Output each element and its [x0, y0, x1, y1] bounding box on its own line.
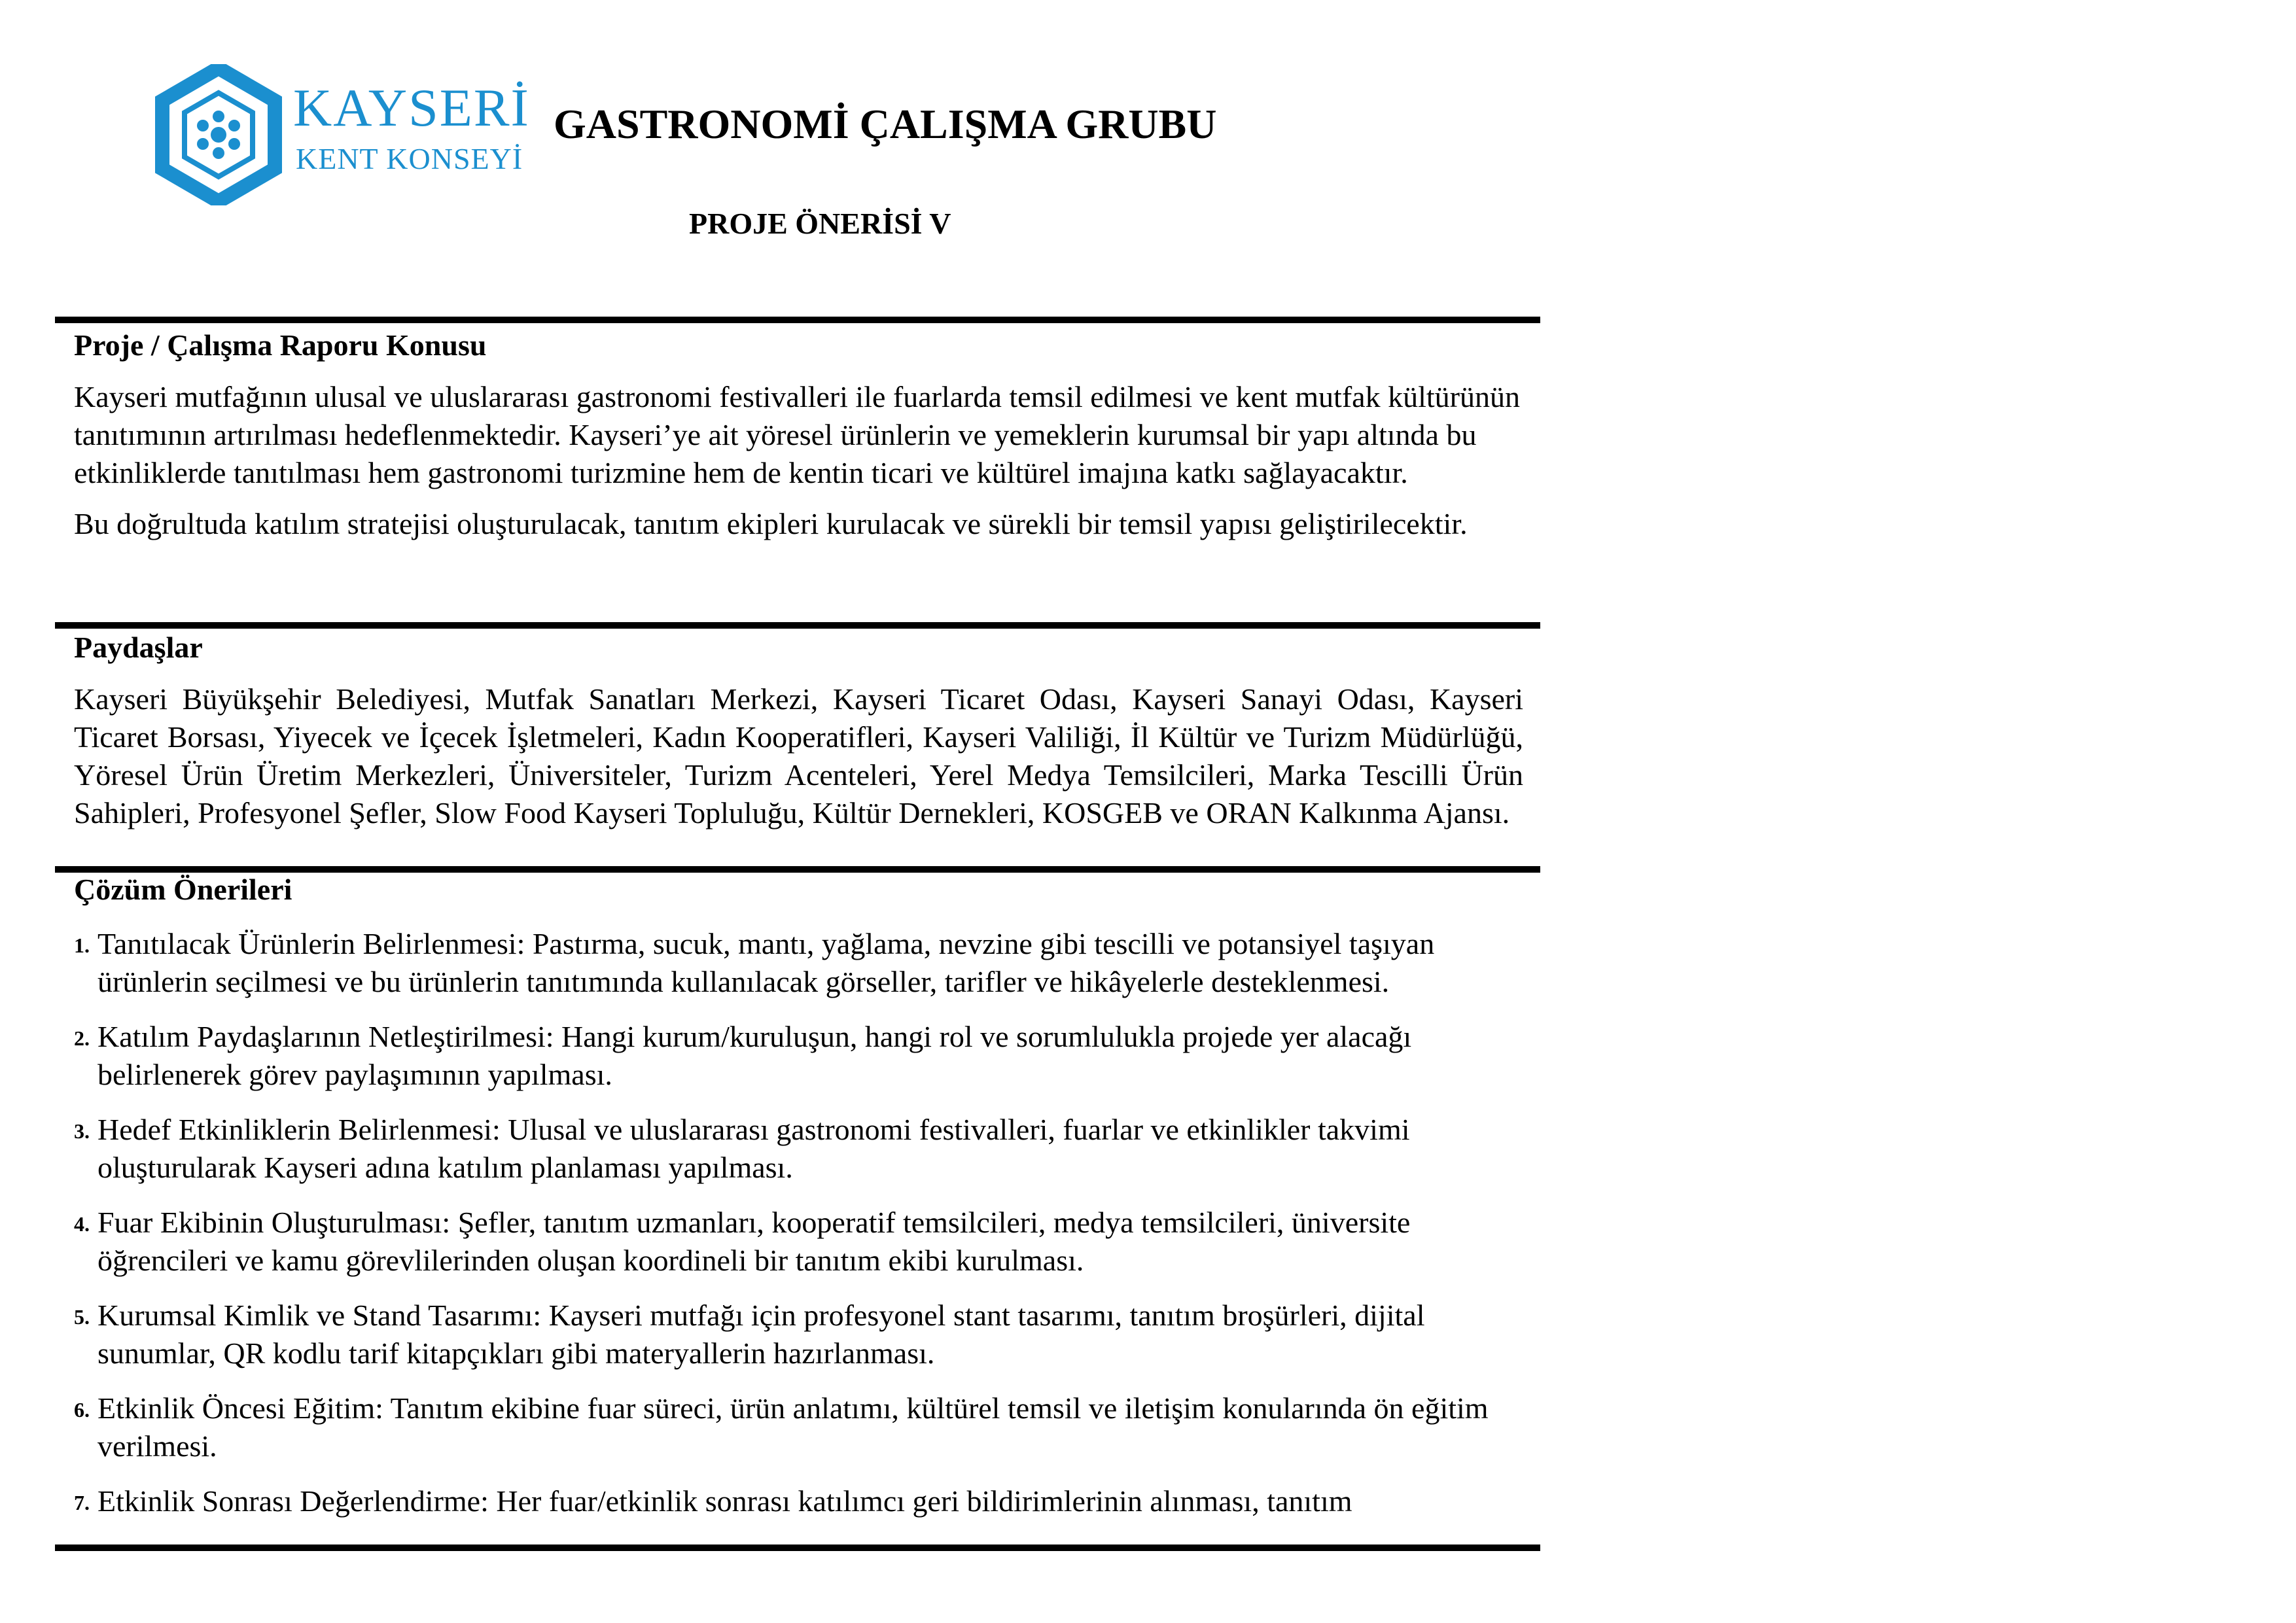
list-item [74, 1389, 1523, 1465]
item-text: Katılım Paydaşlarının Netleştirilmesi: Hangi kurum/kuruluşun, hangi rol ve sorumlulukla projede yer alacağı belirlenerek görev paylaşımının yapılması. [97, 1020, 1412, 1091]
list-item [74, 1204, 1523, 1280]
stakeholders-heading: Paydaşlar [74, 631, 203, 664]
topic-heading: Proje / Çalışma Raporu Konusu [74, 328, 487, 362]
page-subtitle: PROJE ÖNERİSİ V [689, 207, 951, 240]
solutions-section [74, 871, 1523, 1537]
item-text: Tanıtılacak Ürünlerin Belirlenmesi: Pastırma, sucuk, mantı, yağlama, nevzine gibi tescilli ve potansiyel taşıyan ürünlerin seçilmesi ve bu ürünlerin tanıtımında kullanılacak görseller, tarifler ve hikâyelerle desteklenmesi. [97, 927, 1435, 998]
solutions-list [74, 925, 1523, 1520]
logo-wordmark-secondary: KENT KONSEYİ [296, 142, 523, 175]
item-text: Etkinlik Sonrası Değerlendirme: Her fuar/etkinlik sonrası katılımcı geri bildirimlerinin alınması, tanıtım [97, 1484, 1352, 1518]
item-text: Hedef Etkinliklerin Belirlenmesi: Ulusal ve uluslararası gastronomi festivalleri, fuarlar ve etkinlikler takvimi oluşturularak Kayseri adına katılım planlaması yapılması. [97, 1113, 1410, 1184]
stakeholders-section [74, 629, 1523, 832]
logo-wordmark-primary: KAYSERİ [293, 78, 530, 137]
topic-paragraph: Bu doğrultuda katılım stratejisi oluşturulacak, tanıtım ekipleri kurulacak ve sürekli bir temsil yapısı geliştirilecektir. [74, 507, 1468, 540]
item-number: 3. [74, 1119, 90, 1143]
solutions-heading: Çözüm Önerileri [74, 873, 292, 906]
list-item [74, 1111, 1523, 1187]
list-item [74, 1297, 1523, 1372]
topic-section [74, 327, 1523, 543]
topic-paragraph: Kayseri mutfağının ulusal ve uluslararası gastronomi festivalleri ile fuarlarda temsil edilmesi ve kent mutfak kültürünün tanıtımının artırılması hedeflenmektedir. Kayseri’ye ait yöresel ürünlerin ve yemeklerin kurumsal bir yapı altında bu etkinliklerde tanıtılması hem gastronomi turizmine hem de kentin ticari ve kültürel imajına katkı sağlayacaktır. [74, 380, 1520, 489]
logo-emblem-icon [154, 64, 283, 205]
kent-konseyi-logo [154, 64, 534, 208]
list-item [74, 925, 1523, 1001]
item-number: 1. [74, 934, 90, 957]
item-number: 5. [74, 1305, 90, 1329]
item-text: Etkinlik Öncesi Eğitim: Tanıtım ekibine fuar süreci, ürün anlatımı, kültürel temsil ve iletişim konularında ön eğitim verilmesi. [97, 1391, 1489, 1463]
item-number: 7. [74, 1491, 90, 1514]
list-item [74, 1482, 1523, 1520]
section-divider [55, 1544, 1540, 1551]
page-title: GASTRONOMİ ÇALIŞMA GRUBU [554, 101, 1217, 147]
item-number: 2. [74, 1026, 90, 1050]
stakeholders-list: Kayseri Büyükşehir Belediyesi, Mutfak Sanatları Merkezi, Kayseri Ticaret Odası, Kayseri Sanayi Odası, Kayseri Ticaret Borsası, Yiyecek ve İçecek İşletmeleri, Kadın Kooperatifleri, Kayseri Valiliği, İl Kültür ve Turizm Müdürlüğü, Yöresel Ürün Üretim Merkezleri, Üniversiteler, Turizm Acenteleri, Yerel Medya Temsilcileri, Marka Tescilli Ürün Sahipleri, Profesyonel Şefler, Slow Food Kayseri Topluluğu, Kültür Dernekleri, KOSGEB ve ORAN Kalkınma Ajansı. [74, 682, 1523, 829]
section-divider [55, 622, 1540, 629]
section-divider [55, 317, 1540, 323]
item-text: Kurumsal Kimlik ve Stand Tasarımı: Kayseri mutfağı için profesyonel stant tasarımı, tanıtım broşürleri, dijital sunumlar, QR kodlu tarif kitapçıkları gibi materyallerin hazırlanması. [97, 1299, 1425, 1370]
item-number: 4. [74, 1212, 90, 1236]
list-item [74, 1018, 1523, 1094]
item-number: 6. [74, 1398, 90, 1422]
stakeholders-text [74, 680, 1523, 832]
item-text: Fuar Ekibinin Oluşturulması: Şefler, tanıtım uzmanları, kooperatif temsilcileri, medya temsilcileri, üniversite öğrencileri ve kamu görevlilerinden oluşan koordineli bir tanıtım ekibi kurulması. [97, 1206, 1411, 1277]
